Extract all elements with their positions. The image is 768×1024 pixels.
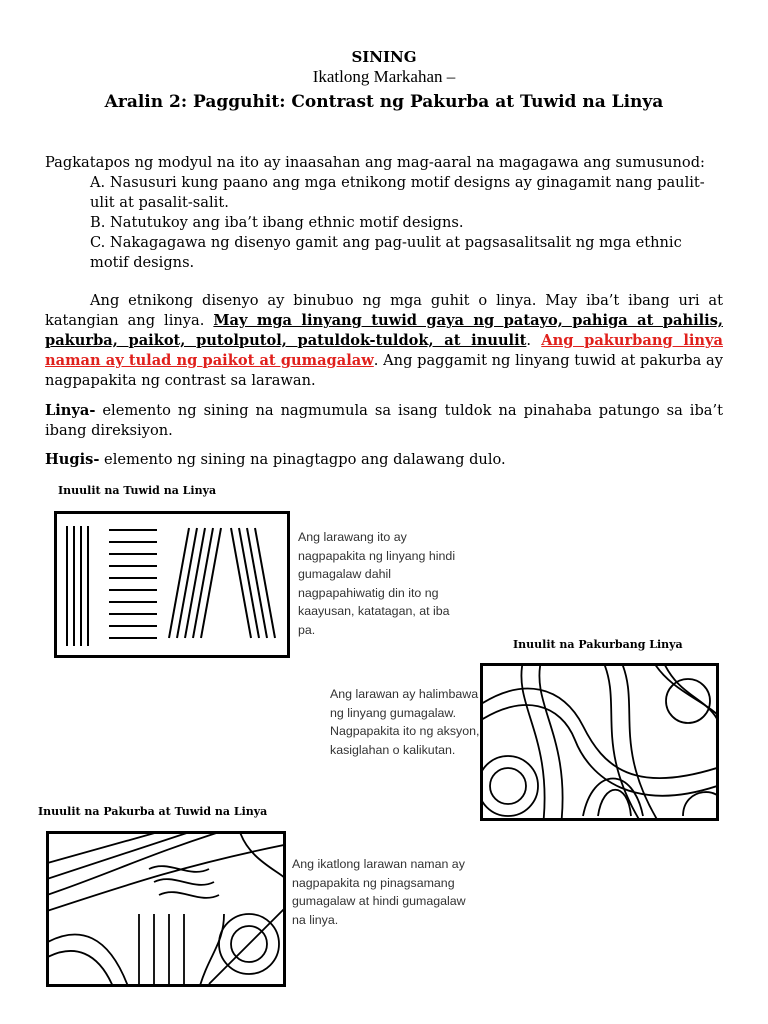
hugis-text: elemento ng sining na pinagtagpo ang dalawang dulo. bbox=[99, 451, 506, 468]
straight-lines-figure bbox=[54, 511, 290, 658]
objective-a: A. Nasusuri kung paano ang mga etnikong motif designs ay ginagamit nang paulit-ulit at pasalit-salit. bbox=[90, 174, 705, 211]
curved-lines-caption: Inuulit na Pakurbang Linya bbox=[513, 638, 683, 651]
objective-c: C. Nakagagawa ng disenyo gamit ang pag-uulit at pagsasalitsalit ng mga ethnic motif designs. bbox=[90, 234, 682, 271]
straight-lines-description: Ang larawang ito ay nagpapakita ng linyang hindi gumagalaw dahil nagpapahiwatig din ito ng kaayusan, katatagan, at iba pa. bbox=[298, 530, 456, 637]
linya-text: elemento ng sining na nagmumula sa isang tuldok na pinahaba patungo sa iba’t ibang direksiyon. bbox=[45, 402, 723, 439]
linya-definition bbox=[45, 401, 723, 441]
hugis-term: Hugis- bbox=[45, 451, 100, 468]
hugis-definition bbox=[45, 450, 723, 470]
straight-line-types: May mga linyang tuwid gaya ng patayo, pahiga at pahilis, pakurba, paikot, putolputol, patuldok-tuldok, at inuulit bbox=[45, 312, 723, 349]
body-paragraph bbox=[45, 291, 723, 391]
curved-line-emphasis: Ang pakurbang linya naman ay tulad ng paikot at gumagalaw bbox=[45, 332, 723, 369]
mixed-lines-figure bbox=[46, 831, 286, 987]
curved-lines-description: Ang larawan ay halimbawa ng linyang gumagalaw. Nagpapakita ito ng aksyon, kasiglahan o kalikutan. bbox=[330, 687, 480, 757]
straight-lines-drawing bbox=[57, 514, 287, 655]
subject-title: SINING bbox=[351, 48, 417, 66]
intro-paragraph: Pagkatapos ng modyul na ito ay inaasahan ang mag-aaral na magagawa ang sumusunod: bbox=[45, 154, 705, 171]
quarter-title: Ikatlong Markahan – bbox=[312, 67, 456, 86]
mixed-lines-drawing bbox=[49, 834, 283, 984]
mixed-lines-description: Ang ikatlong larawan naman ay nagpapakita ng pinagsamang gumagalaw at hindi gumagalaw na linya. bbox=[292, 857, 466, 927]
mixed-lines-caption: Inuulit na Pakurba at Tuwid na Linya bbox=[38, 805, 268, 818]
curved-lines-drawing bbox=[483, 666, 716, 818]
body-text-1: Ang etnikong disenyo ay binubuo ng mga guhit o linya. May iba’t ibang uri at katangian ang linya. bbox=[45, 292, 723, 329]
lesson-title: Aralin 2: Pagguhit: Contrast ng Pakurba at Tuwid na Linya bbox=[104, 92, 664, 112]
objective-b: B. Natutukoy ang iba’t ibang ethnic motif designs. bbox=[90, 214, 464, 231]
body-text-2: . Ang paggamit ng linyang tuwid at pakurba ay nagpapakita ng contrast sa larawan. bbox=[45, 352, 723, 389]
linya-term: Linya- bbox=[45, 402, 96, 419]
body-separator: . bbox=[526, 332, 542, 349]
curved-lines-figure bbox=[480, 663, 719, 821]
straight-lines-caption: Inuulit na Tuwid na Linya bbox=[58, 484, 217, 497]
